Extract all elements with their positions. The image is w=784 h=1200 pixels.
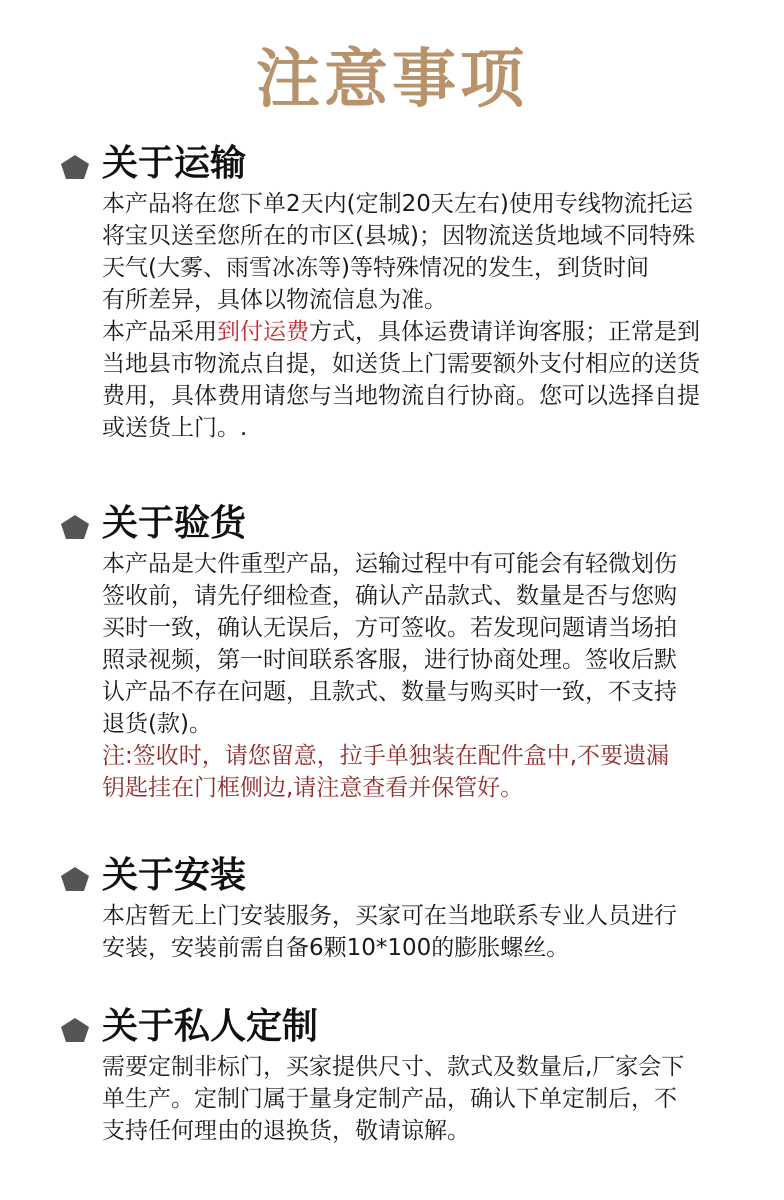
section-header-installation xyxy=(60,852,740,900)
section-title-installation: 关于安装 xyxy=(102,855,247,896)
section-customization xyxy=(60,1003,740,1147)
body-text-suffix: 方式，具体运费请详询客服；正常是到 xyxy=(309,319,700,345)
body-line: 当地县市物流点自提，如送货上门需要额外支付相应的送货 xyxy=(102,351,700,377)
freight-collect-highlight: 到付运费 xyxy=(217,319,309,345)
section-title-shipping: 关于运输 xyxy=(102,143,247,184)
warning-line: 钥匙挂在门框侧边,请注意查看并保管好。 xyxy=(102,775,524,801)
body-line: 支持任何理由的退换货，敬请谅解。 xyxy=(102,1118,470,1144)
body-line: 安装，安装前需自备6颗10*100的膨胀螺丝。 xyxy=(102,935,570,961)
warning-line: 注:签收时，请您留意，拉手单独装在配件盒中,不要遗漏 xyxy=(102,743,670,769)
body-line: 单生产。定制门属于量身定制产品，确认下单定制后，不 xyxy=(102,1086,677,1112)
body-line: 本产品将在您下单2天内(定制20天左右)使用专线物流托运 xyxy=(102,191,693,217)
section-body-shipping xyxy=(102,188,740,444)
section-header-customization xyxy=(60,1003,740,1051)
body-line-with-highlight xyxy=(102,316,740,348)
body-line: 天气(大雾、雨雪冰冻等)等特殊情况的发生，到货时间 xyxy=(102,255,649,281)
body-line: 本产品是大件重型产品，运输过程中有可能会有轻微划伤 xyxy=(102,551,677,577)
section-inspection xyxy=(60,500,740,804)
page-title: 注意事项 xyxy=(256,43,528,117)
section-header-shipping xyxy=(60,140,740,188)
body-line: 或送货上门。. xyxy=(102,415,248,441)
section-title-inspection: 关于验货 xyxy=(102,503,247,544)
body-line: 买时一致，确认无误后，方可签收。若发现问题请当场拍 xyxy=(102,615,677,641)
body-line: 本店暂无上门安装服务，买家可在当地联系专业人员进行 xyxy=(102,903,677,929)
pentagon-bullet-icon xyxy=(60,514,90,540)
pentagon-bullet-icon xyxy=(60,866,90,892)
body-line: 照录视频，第一时间联系客服，进行协商处理。签收后默 xyxy=(102,647,677,673)
body-line: 费用，具体费用请您与当地物流自行协商。您可以选择自提 xyxy=(102,383,700,409)
section-body-customization xyxy=(102,1051,740,1147)
body-line: 需要定制非标门，买家提供尺寸、款式及数量后,厂家会下 xyxy=(102,1054,685,1080)
body-line: 退货(款)。 xyxy=(102,711,212,737)
pentagon-bullet-icon xyxy=(60,154,90,180)
section-shipping xyxy=(60,140,740,444)
pentagon-bullet-icon xyxy=(60,1017,90,1043)
section-header-inspection xyxy=(60,500,740,548)
section-title-customization: 关于私人定制 xyxy=(102,1006,319,1047)
body-line: 有所差异，具体以物流信息为准。 xyxy=(102,287,447,313)
body-line: 认产品不存在问题，且款式、数量与购买时一致，不支持 xyxy=(102,679,677,705)
body-line: 签收前，请先仔细检查，确认产品款式、数量是否与您购 xyxy=(102,583,677,609)
section-body-inspection xyxy=(102,548,740,804)
body-text-prefix: 本产品采用 xyxy=(102,319,217,345)
body-line: 将宝贝送至您所在的市区(县城)；因物流送货地域不同特殊 xyxy=(102,223,695,249)
section-installation xyxy=(60,852,740,964)
section-body-installation xyxy=(102,900,740,964)
